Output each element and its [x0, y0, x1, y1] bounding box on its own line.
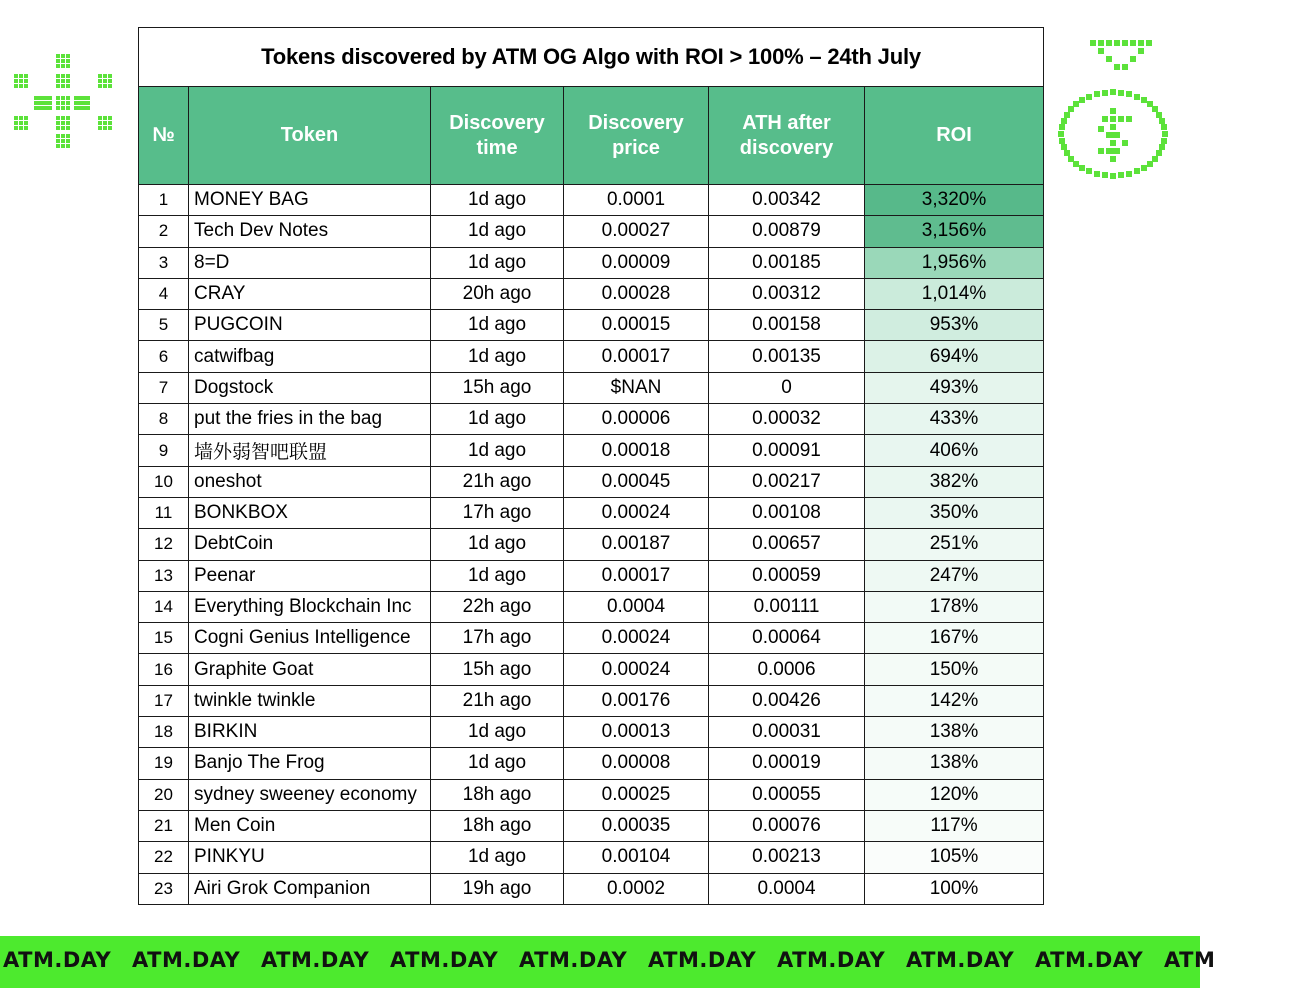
roi-value: 247%	[865, 560, 1044, 591]
discovery-time: 22h ago	[431, 591, 564, 622]
row-number: 13	[139, 560, 189, 591]
roi-value: 350%	[865, 497, 1044, 528]
ath-after-discovery: 0.00217	[709, 466, 865, 497]
discovery-price: 0.00027	[564, 216, 709, 247]
discovery-time: 20h ago	[431, 278, 564, 309]
discovery-price: 0.00017	[564, 341, 709, 372]
ath-after-discovery: 0.00185	[709, 247, 865, 278]
discovery-time: 1d ago	[431, 247, 564, 278]
row-number: 9	[139, 435, 189, 466]
roi-value: 406%	[865, 435, 1044, 466]
footer-brand-text: ATM.DAY	[132, 948, 241, 972]
table-row	[139, 623, 1044, 654]
roi-value: 694%	[865, 341, 1044, 372]
token-name: Tech Dev Notes	[189, 216, 431, 247]
table-row	[139, 529, 1044, 560]
table-row	[139, 873, 1044, 904]
discovery-price: 0.00024	[564, 623, 709, 654]
roi-value: 382%	[865, 466, 1044, 497]
table-row	[139, 404, 1044, 435]
discovery-price: 0.00187	[564, 529, 709, 560]
discovery-price: 0.00018	[564, 435, 709, 466]
row-number: 17	[139, 685, 189, 716]
roi-value: 167%	[865, 623, 1044, 654]
discovery-time: 1d ago	[431, 310, 564, 341]
discovery-time: 18h ago	[431, 779, 564, 810]
token-table-container	[138, 27, 1043, 905]
col-header-ath-label: ATH after discovery	[739, 111, 834, 159]
header-row	[139, 87, 1044, 185]
discovery-time: 15h ago	[431, 654, 564, 685]
discovery-time: 17h ago	[431, 623, 564, 654]
col-header-roi: ROI	[865, 87, 1044, 185]
ath-after-discovery: 0.00091	[709, 435, 865, 466]
table-row	[139, 216, 1044, 247]
ath-after-discovery: 0	[709, 372, 865, 403]
footer-brand-text: ATM.DAY	[519, 948, 628, 972]
roi-value: 953%	[865, 310, 1044, 341]
token-name: CRAY	[189, 278, 431, 309]
discovery-price: 0.00024	[564, 654, 709, 685]
footer-brand-text: ATM.DAY	[390, 948, 499, 972]
table-row	[139, 185, 1044, 216]
discovery-price: 0.00009	[564, 247, 709, 278]
money-bag-icon	[1050, 36, 1180, 181]
token-name: Airi Grok Companion	[189, 873, 431, 904]
roi-value: 138%	[865, 748, 1044, 779]
table-row	[139, 341, 1044, 372]
row-number: 16	[139, 654, 189, 685]
row-number: 14	[139, 591, 189, 622]
discovery-price: $NAN	[564, 372, 709, 403]
footer-brand-text: ATM.DAY	[648, 948, 757, 972]
row-number: 4	[139, 278, 189, 309]
ath-after-discovery: 0.00019	[709, 748, 865, 779]
token-name: twinkle twinkle	[189, 685, 431, 716]
discovery-price: 0.00104	[564, 842, 709, 873]
discovery-time: 1d ago	[431, 717, 564, 748]
discovery-price: 0.00176	[564, 685, 709, 716]
col-header-ath	[709, 87, 865, 185]
ath-after-discovery: 0.00312	[709, 278, 865, 309]
row-number: 15	[139, 623, 189, 654]
roi-value: 493%	[865, 372, 1044, 403]
row-number: 18	[139, 717, 189, 748]
row-number: 3	[139, 247, 189, 278]
token-name: PINKYU	[189, 842, 431, 873]
token-name: Cogni Genius Intelligence	[189, 623, 431, 654]
row-number: 21	[139, 810, 189, 841]
discovery-time: 1d ago	[431, 341, 564, 372]
token-table	[138, 27, 1044, 905]
table-row	[139, 310, 1044, 341]
row-number: 1	[139, 185, 189, 216]
row-number: 5	[139, 310, 189, 341]
row-number: 6	[139, 341, 189, 372]
ath-after-discovery: 0.00879	[709, 216, 865, 247]
token-name: BONKBOX	[189, 497, 431, 528]
ath-after-discovery: 0.00032	[709, 404, 865, 435]
row-number: 2	[139, 216, 189, 247]
table-row	[139, 560, 1044, 591]
token-name: Dogstock	[189, 372, 431, 403]
table-row	[139, 466, 1044, 497]
roi-value: 1,956%	[865, 247, 1044, 278]
discovery-time: 1d ago	[431, 560, 564, 591]
token-name: Graphite Goat	[189, 654, 431, 685]
row-number: 8	[139, 404, 189, 435]
footer-brand-text: ATM.DAY	[261, 948, 370, 972]
footer-brand-strip	[3, 948, 1293, 972]
discovery-price: 0.00025	[564, 779, 709, 810]
table-row	[139, 372, 1044, 403]
footer-brand-text: ATM.DAY	[777, 948, 886, 972]
roi-value: 142%	[865, 685, 1044, 716]
roi-value: 138%	[865, 717, 1044, 748]
token-name: catwifbag	[189, 341, 431, 372]
ath-after-discovery: 0.00426	[709, 685, 865, 716]
token-name: 墙外弱智吧联盟	[189, 435, 431, 466]
roi-value: 433%	[865, 404, 1044, 435]
token-name: BIRKIN	[189, 717, 431, 748]
discovery-price: 0.00028	[564, 278, 709, 309]
footer-brand-text: ATM.DAY	[3, 948, 112, 972]
discovery-price: 0.00035	[564, 810, 709, 841]
row-number: 10	[139, 466, 189, 497]
col-header-time-label: Discovery time	[449, 111, 545, 159]
token-name: put the fries in the bag	[189, 404, 431, 435]
ath-after-discovery: 0.00135	[709, 341, 865, 372]
table-title: Tokens discovered by ATM OG Algo with ROI > 100% – 24th July	[139, 28, 1044, 87]
roi-value: 120%	[865, 779, 1044, 810]
token-name: Peenar	[189, 560, 431, 591]
roi-value: 251%	[865, 529, 1044, 560]
col-header-time	[431, 87, 564, 185]
table-row	[139, 685, 1044, 716]
discovery-time: 1d ago	[431, 842, 564, 873]
footer-banner	[0, 936, 1216, 988]
discovery-time: 1d ago	[431, 748, 564, 779]
token-name: oneshot	[189, 466, 431, 497]
token-name: Everything Blockchain Inc	[189, 591, 431, 622]
sparkle-icon	[10, 50, 120, 160]
ath-after-discovery: 0.0006	[709, 654, 865, 685]
token-name: PUGCOIN	[189, 310, 431, 341]
discovery-time: 1d ago	[431, 185, 564, 216]
roi-value: 3,156%	[865, 216, 1044, 247]
discovery-time: 15h ago	[431, 372, 564, 403]
token-name: Men Coin	[189, 810, 431, 841]
discovery-price: 0.00017	[564, 560, 709, 591]
roi-value: 3,320%	[865, 185, 1044, 216]
table-row	[139, 748, 1044, 779]
table-row	[139, 435, 1044, 466]
roi-value: 117%	[865, 810, 1044, 841]
ath-after-discovery: 0.00111	[709, 591, 865, 622]
footer-brand-text: ATM	[1164, 948, 1216, 972]
table-row	[139, 654, 1044, 685]
discovery-price: 0.00008	[564, 748, 709, 779]
discovery-time: 1d ago	[431, 216, 564, 247]
row-number: 20	[139, 779, 189, 810]
roi-value: 150%	[865, 654, 1044, 685]
table-row	[139, 497, 1044, 528]
discovery-price: 0.00015	[564, 310, 709, 341]
discovery-time: 19h ago	[431, 873, 564, 904]
row-number: 11	[139, 497, 189, 528]
roi-value: 1,014%	[865, 278, 1044, 309]
ath-after-discovery: 0.00055	[709, 779, 865, 810]
discovery-time: 21h ago	[431, 466, 564, 497]
footer-brand-text: ATM.DAY	[1035, 948, 1144, 972]
discovery-time: 18h ago	[431, 810, 564, 841]
table-row	[139, 278, 1044, 309]
token-name: MONEY BAG	[189, 185, 431, 216]
ath-after-discovery: 0.00108	[709, 497, 865, 528]
table-row	[139, 717, 1044, 748]
discovery-price: 0.0004	[564, 591, 709, 622]
col-header-token: Token	[189, 87, 431, 185]
row-number: 19	[139, 748, 189, 779]
row-number: 22	[139, 842, 189, 873]
col-header-num: №	[139, 87, 189, 185]
token-name: Banjo The Frog	[189, 748, 431, 779]
table-row	[139, 779, 1044, 810]
token-name: sydney sweeney economy	[189, 779, 431, 810]
discovery-time: 21h ago	[431, 685, 564, 716]
table-row	[139, 247, 1044, 278]
discovery-price: 0.0001	[564, 185, 709, 216]
table-body	[139, 185, 1044, 905]
token-name: DebtCoin	[189, 529, 431, 560]
ath-after-discovery: 0.00059	[709, 560, 865, 591]
ath-after-discovery: 0.00213	[709, 842, 865, 873]
discovery-price: 0.00006	[564, 404, 709, 435]
roi-value: 100%	[865, 873, 1044, 904]
row-number: 23	[139, 873, 189, 904]
ath-after-discovery: 0.00064	[709, 623, 865, 654]
discovery-price: 0.00045	[564, 466, 709, 497]
row-number: 7	[139, 372, 189, 403]
discovery-time: 17h ago	[431, 497, 564, 528]
ath-after-discovery: 0.00657	[709, 529, 865, 560]
roi-value: 105%	[865, 842, 1044, 873]
discovery-time: 1d ago	[431, 529, 564, 560]
ath-after-discovery: 0.0004	[709, 873, 865, 904]
ath-after-discovery: 0.00076	[709, 810, 865, 841]
ath-after-discovery: 0.00158	[709, 310, 865, 341]
table-row	[139, 810, 1044, 841]
discovery-price: 0.00013	[564, 717, 709, 748]
col-header-price	[564, 87, 709, 185]
ath-after-discovery: 0.00031	[709, 717, 865, 748]
col-header-price-label: Discovery price	[588, 111, 684, 159]
discovery-time: 1d ago	[431, 435, 564, 466]
discovery-price: 0.0002	[564, 873, 709, 904]
table-row	[139, 842, 1044, 873]
footer-brand-text: ATM.DAY	[906, 948, 1015, 972]
table-row	[139, 591, 1044, 622]
roi-value: 178%	[865, 591, 1044, 622]
discovery-price: 0.00024	[564, 497, 709, 528]
ath-after-discovery: 0.00342	[709, 185, 865, 216]
row-number: 12	[139, 529, 189, 560]
token-name: 8=D	[189, 247, 431, 278]
discovery-time: 1d ago	[431, 404, 564, 435]
